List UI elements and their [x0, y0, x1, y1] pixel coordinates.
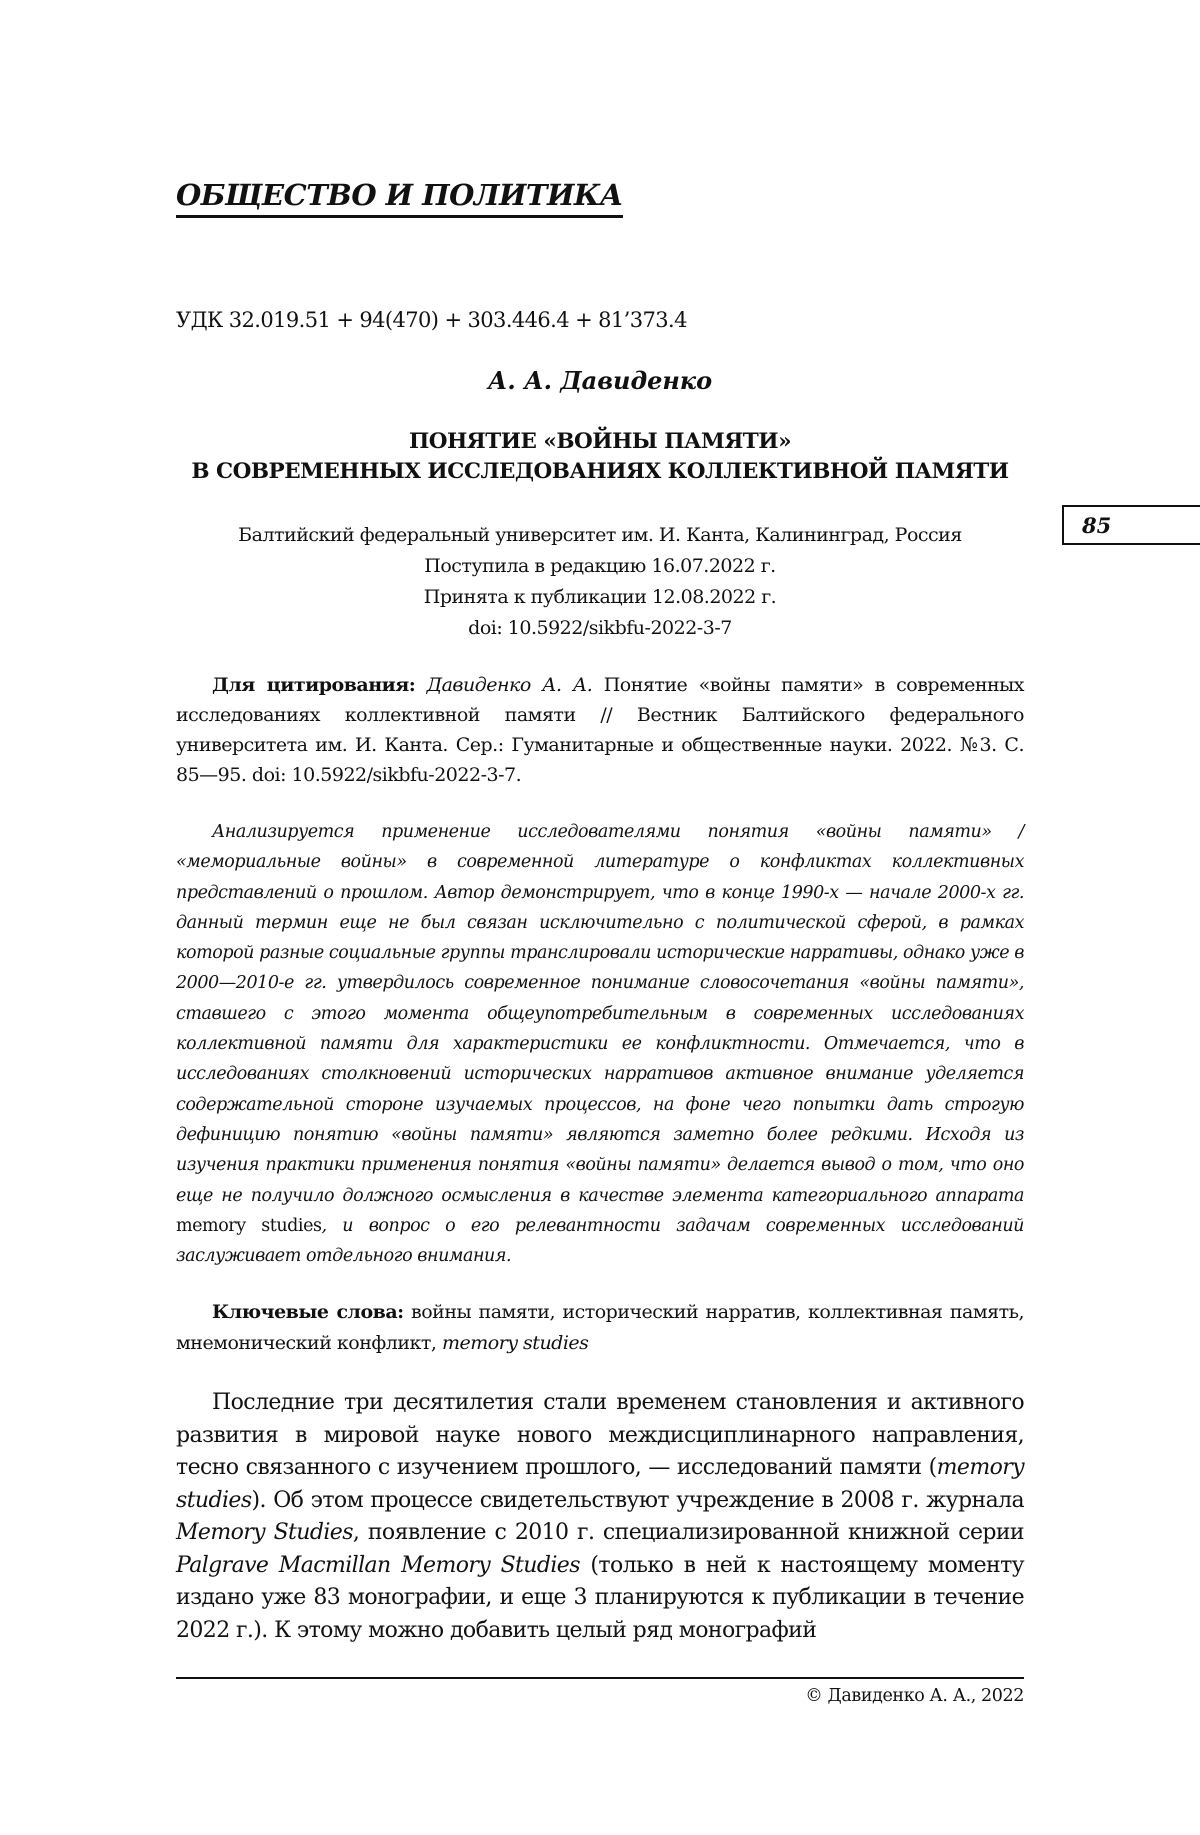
body-paragraph: [176, 1387, 1024, 1647]
abstract-text-end: , и вопрос о его релевантности задачам современных исследований заслуживает отдельного внимания.: [176, 1215, 1024, 1267]
udc-code: УДК 32.019.51 + 94(470) + 303.446.4 + 81’373.4: [176, 308, 687, 332]
doi: doi: 10.5922/sikbfu-2022-3-7: [468, 617, 732, 639]
page-number-tab: [1062, 505, 1200, 545]
citation-authors: Давиденко А. А.: [426, 674, 593, 696]
citation-text: Понятие «войны памяти» в современных исследованиях коллективной памяти // Вестник Балтийского федерального университета им. И. Канта. Сер.: Гуманитарные и общественные науки. 2022. №3. С. 85—95. doi: 10.5922/sikbfu-2022-3-7.: [176, 674, 1025, 786]
accepted-date: Принята к публикации 12.08.2022 г.: [423, 586, 777, 608]
abstract-text: Анализируется применение исследователями понятия «войны памяти» / «мемориальные войны» в современной литературе о конфликтах коллективных представлений о прошлом. Автор демонстрирует, что в конце 1990-х — начале 2000-х гг. данный термин еще не был связан исключительно с политической сферой, в рамках которой разные социальные группы транслировали исторические нарративы, однако уже в 2000—2010-е гг. утвердилось современное понимание словосочетания «войны памяти», ставшего с этого момента общеупотребительным в современных исследованиях коллективной памяти для характеристики ее конфликтности. Отмечается, что в исследованиях столкновений исторических нарративов активное внимание уделяется содержательной стороне изучаемых процессов, на фоне чего попытки дать строгую дефиницию понятию «войны памяти» являются заметно более редкими. Исходя из изучения практики применения понятия «войны памяти» делается вывод о том, что оно еще не получило должного осмысления в качестве элемента категориального аппарата: [176, 822, 1024, 1206]
article-title: [156, 427, 1044, 487]
affiliation: Балтийский федеральный университет им. И. Канта, Калининград, Россия: [238, 524, 962, 546]
abstract: [176, 817, 1024, 1271]
body-text-3: , появление с 2010 г. специализированной книжной серии: [352, 1520, 1024, 1545]
keywords: [176, 1297, 1024, 1359]
received-date: Поступила в редакцию 16.07.2022 г.: [424, 555, 776, 577]
body-term-2: Memory Studies: [176, 1520, 353, 1545]
article-title-line-2: В СОВРЕМЕННЫХ ИССЛЕДОВАНИЯХ КОЛЛЕКТИВНОЙ ПАМЯТИ: [191, 459, 1009, 484]
body-text-1: Последние три десятилетия стали временем становления и активного развития в мировой науке нового междисциплинарного направления, тесно связанного с изучением прошлого, — исследований памяти (: [176, 1390, 1024, 1480]
abstract-term: memory studies: [176, 1215, 322, 1236]
keywords-text: войны памяти, исторический нарратив, коллективная память, мнемонический конфликт,: [176, 1301, 1024, 1354]
footer-divider: [176, 1677, 1024, 1679]
section-title: ОБЩЕСТВО И ПОЛИТИКА: [176, 178, 623, 218]
article-title-line-1: ПОНЯТИЕ «ВОЙНЫ ПАМЯТИ»: [408, 429, 792, 454]
body-term-3: Palgrave Macmillan Memory Studies: [176, 1552, 580, 1578]
citation-label: Для цитирования:: [212, 674, 416, 696]
keywords-term: memory studies: [441, 1332, 589, 1354]
body-text-4: (только в ней к настоящему моменту издано уже 83 монографии, и еще 3 планируются к публикации в течение 2022 г.). К этому можно добавить целый ряд монографий: [176, 1552, 1024, 1643]
keywords-label: Ключевые слова:: [212, 1301, 404, 1323]
body-term-1: memory studies: [176, 1455, 1024, 1513]
body-text-2: ). Об этом процессе свидетельствуют учреждение в 2008 г. журнала: [251, 1487, 1024, 1513]
citation-block: [176, 670, 1024, 790]
author-name: А. А. Давиденко: [487, 366, 713, 395]
article-meta: [176, 520, 1024, 644]
copyright: © Давиденко А. А., 2022: [805, 1686, 1024, 1706]
page-number: 85: [1082, 513, 1112, 538]
